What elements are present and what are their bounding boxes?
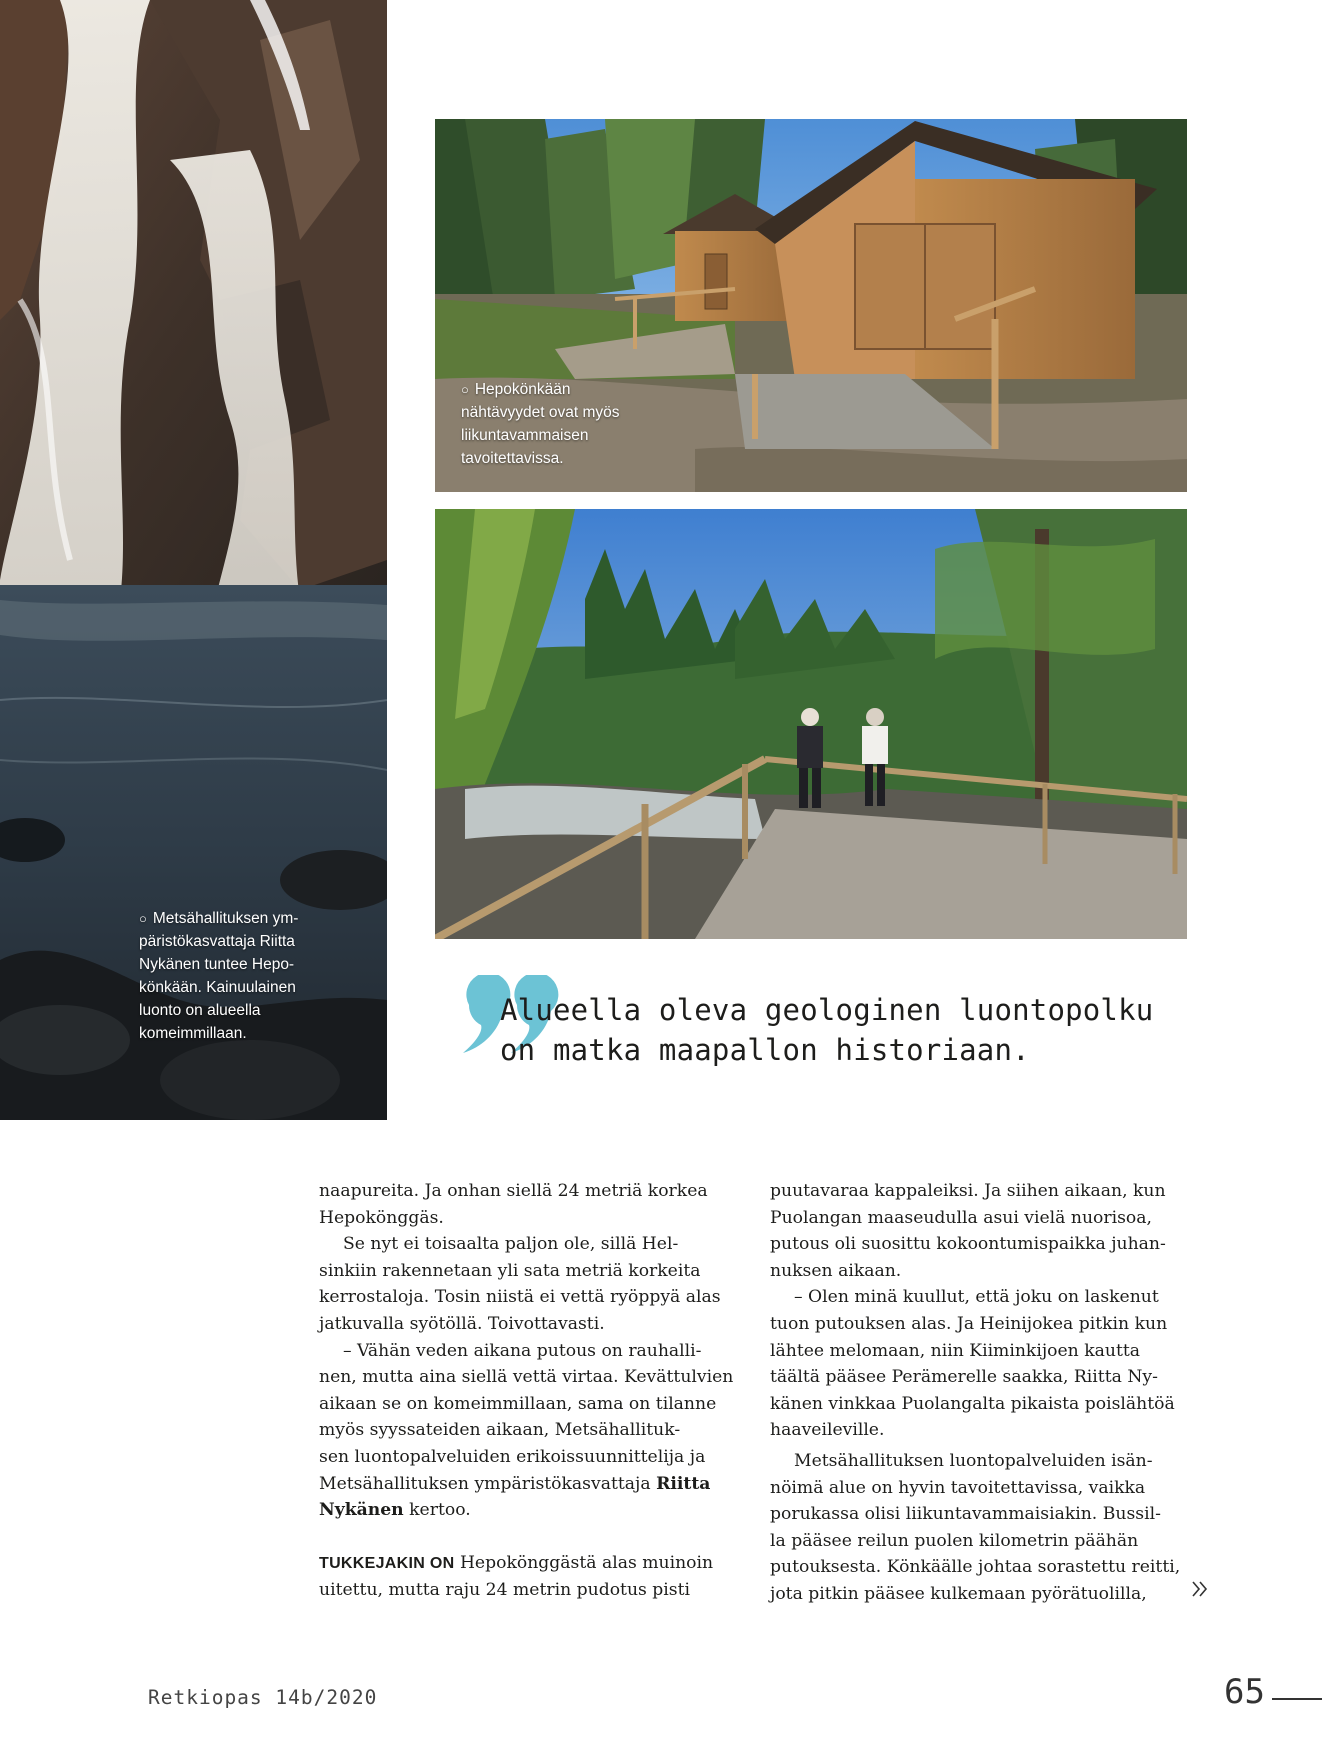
pull-quote — [500, 990, 1200, 1070]
page-number: 65 — [1224, 1672, 1265, 1712]
double-chevron-right-icon — [1189, 1578, 1211, 1600]
circle-outline-icon: ○ — [139, 911, 147, 926]
person-name: Riitta — [656, 1473, 711, 1494]
page-number-rule — [1272, 1698, 1322, 1700]
waterfall-caption: ○ Metsähallituksen ym- päristökasvattaja Riitta Nykänen tuntee Hepo- könkään. Kainuulainen luonto on alueella komeimmillaan. — [139, 910, 299, 1042]
person-name: Nykänen — [319, 1500, 404, 1521]
overlook-photo — [435, 509, 1187, 939]
cabins-caption: ○ Hepokönkään nähtävyydet ovat myös liikuntavammaisen tavoitettavissa. — [461, 381, 620, 467]
pull-quote-line: on matka maapallon historiaan. — [500, 1033, 1030, 1067]
section-lead-in: TUKKEJAKIN ON — [319, 1555, 455, 1573]
body-column-left: naapureita. Ja onhan siellä 24 metriä korkea Hepokönggäs. Se nyt ei toisaalta paljon ole, sillä Hel- sinkiin rakennetaan yli sata metriä korkeita kerrostaloja. Tosin niistä ei vettä ryöppyä alas jatkuvalla syötöllä. Toivottavasti. – Vähän veden aikana putous on rauhalli- nen, mutta aina siellä vettä virtaa. Kevättulvien aikaan se on komeimmillaan, sama on tilanne myös syyssateiden aikaan, Metsähallituk- sen luontopalveluiden erikoissuunnittelija ja Metsähallituksen ympäristökasvattaja Riitta Nykänen kertoo. TUKKEJAKIN ON Hepokönggästä alas muinoin uitettu, mutta raju 24 metrin pudotus pisti — [319, 1181, 734, 1600]
body-column-right: puutavaraa kappaleiksi. Ja siihen aikaan, kun Puolangan maaseudulla asui vielä nuorisoa, putous oli suosittu kokoontumispaikka juhan- nuksen aikaan. – Olen minä kuullut, että joku on laskenut tuon putouksen alas. Ja Heinijokea pitkin kun lähtee melomaan, niin Kiiminkijoen kautta täältä pääsee Perämerelle saakka, Riitta Ny- känen vinkkaa Puolangalta pikaista poislähtöä haaveileville. Metsähallituksen luontopalveluiden isän- nöimä alue on hyvin tavoitettavissa, vaikka porukassa olisi liikuntavammaisiakin. Bussil- la pääsee reilun puolen kilometrin päähän putouksesta. Könkäälle johtaa sorastettu reitti, jota pitkin pääsee kulkemaan pyörätuolilla, — [770, 1181, 1181, 1604]
publication-footer: Retkiopas 14b/2020 — [148, 1686, 378, 1709]
pull-quote-line: Alueella oleva geologinen luontopolku — [500, 993, 1154, 1027]
circle-outline-icon: ○ — [461, 382, 469, 397]
